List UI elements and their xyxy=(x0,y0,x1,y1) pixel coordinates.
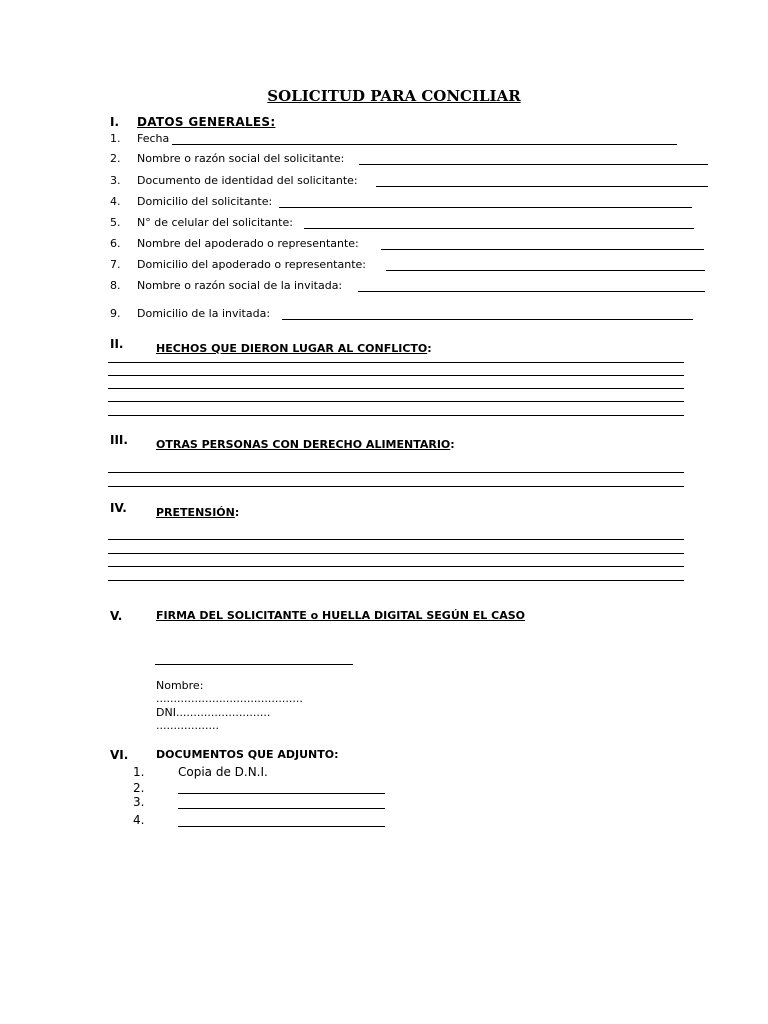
section-2-number: II. xyxy=(110,337,124,351)
dni-dots[interactable]: .................. xyxy=(156,719,219,732)
hechos-line-1[interactable] xyxy=(108,362,684,363)
section-3-heading-wrap xyxy=(156,433,455,452)
field-number: 9. xyxy=(110,307,121,320)
otras-personas-line-2[interactable] xyxy=(108,486,684,487)
nombre-label: Nombre: xyxy=(156,679,204,692)
field-label: Domicilio del solicitante: xyxy=(137,195,273,208)
hechos-line-5[interactable] xyxy=(108,415,684,416)
pretension-line-2[interactable] xyxy=(108,553,684,554)
field-label: Nombre o razón social del solicitante: xyxy=(137,152,345,165)
document-title: SOLICITUD PARA CONCILIAR xyxy=(267,87,521,105)
section-2-colon: : xyxy=(427,342,432,355)
section-6-heading: DOCUMENTOS QUE ADJUNTO: xyxy=(156,748,339,761)
hechos-line-3[interactable] xyxy=(108,388,684,389)
hechos-line-4[interactable] xyxy=(108,401,684,402)
section-2-heading-wrap xyxy=(156,337,432,356)
document-item-line[interactable] xyxy=(178,808,385,809)
field-number: 1. xyxy=(110,132,121,145)
section-4-heading-wrap xyxy=(156,501,239,520)
nombre-solicitante-input-line[interactable] xyxy=(359,164,708,165)
section-4-heading: PRETENSIÓN xyxy=(156,506,235,519)
nombre-invitada-input-line[interactable] xyxy=(358,291,705,292)
field-label: Domicilio del apoderado o representante: xyxy=(137,258,366,271)
field-number: 8. xyxy=(110,279,121,292)
field-label: Nombre del apoderado o representante: xyxy=(137,237,359,250)
celular-solicitante-input-line[interactable] xyxy=(304,228,694,229)
section-3-heading: OTRAS PERSONAS CON DERECHO ALIMENTARIO xyxy=(156,438,451,451)
domicilio-invitada-input-line[interactable] xyxy=(282,319,693,320)
field-label: Fecha xyxy=(137,132,170,145)
document-item-number: 4. xyxy=(133,813,145,827)
documento-identidad-input-line[interactable] xyxy=(376,186,708,187)
section-1-number: I. xyxy=(110,115,120,129)
domicilio-apoderado-input-line[interactable] xyxy=(386,270,705,271)
field-label: Domicilio de la invitada: xyxy=(137,307,271,320)
otras-personas-line-1[interactable] xyxy=(108,472,684,473)
field-number: 6. xyxy=(110,237,121,250)
field-number: 5. xyxy=(110,216,121,229)
signature-line[interactable] xyxy=(155,664,353,665)
section-6-number: VI. xyxy=(110,748,129,762)
document-item-text: Copia de D.N.I. xyxy=(178,765,268,779)
field-label: Nombre o razón social de la invitada: xyxy=(137,279,343,292)
field-label: N° de celular del solicitante: xyxy=(137,216,293,229)
section-4-number: IV. xyxy=(110,501,127,515)
dni-label[interactable]: DNI........................... xyxy=(156,706,271,719)
section-2-heading: HECHOS QUE DIERON LUGAR AL CONFLICTO xyxy=(156,342,428,355)
field-label: Documento de identidad del solicitante: xyxy=(137,174,358,187)
hechos-line-2[interactable] xyxy=(108,375,684,376)
nombre-dots[interactable]: .......................................... xyxy=(156,692,303,705)
section-3-colon: : xyxy=(450,438,455,451)
field-number: 3. xyxy=(110,174,121,187)
field-number: 7. xyxy=(110,258,121,271)
document-item-line[interactable] xyxy=(178,826,385,827)
section-4-colon: : xyxy=(234,506,240,519)
nombre-apoderado-input-line[interactable] xyxy=(381,249,704,250)
pretension-line-3[interactable] xyxy=(108,566,684,567)
document-item-number: 3. xyxy=(133,795,145,809)
field-number: 2. xyxy=(110,152,121,165)
document-item-number: 1. xyxy=(133,765,145,779)
pretension-line-1[interactable] xyxy=(108,539,684,540)
section-3-number: III. xyxy=(110,433,128,447)
document-item-number: 2. xyxy=(133,781,145,795)
section-1-heading: DATOS GENERALES: xyxy=(137,115,276,129)
domicilio-solicitante-input-line[interactable] xyxy=(279,207,692,208)
pretension-line-4[interactable] xyxy=(108,580,684,581)
field-number: 4. xyxy=(110,195,121,208)
section-5-heading: FIRMA DEL SOLICITANTE o HUELLA DIGITAL SEGÚN EL CASO xyxy=(156,609,525,622)
document-item-line[interactable] xyxy=(178,793,385,794)
section-5-number: V. xyxy=(110,609,123,623)
fecha-input-line[interactable] xyxy=(172,144,677,145)
